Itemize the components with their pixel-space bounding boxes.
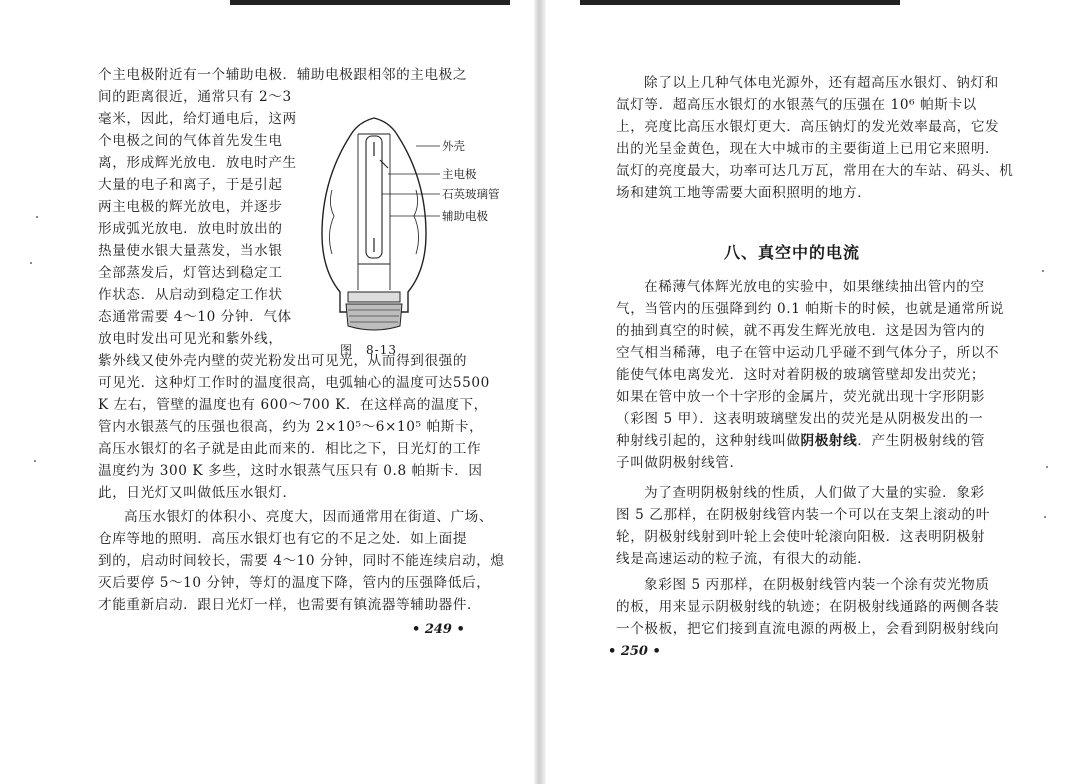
text-line: 大量的电子和离子，于是引起 [98, 177, 283, 193]
book-gutter [534, 0, 546, 784]
page-number: • 249 • [412, 622, 465, 637]
scan-speck [36, 216, 38, 218]
text-line: 才能重新启动．跟日光灯一样，也需要有镇流器等辅助器件． [98, 597, 482, 613]
scan-speck [30, 262, 32, 264]
text-line: 高压水银灯的名子就是由此而来的．相比之下，日光灯的工作 [98, 441, 482, 457]
text-line: 除了以上几种气体电光源外，还有超高压水银灯、钠灯和 [644, 75, 999, 91]
text-line: 离，形成辉光放电．放电时产生 [98, 155, 297, 171]
text-line: 仓库等地的照明．高压水银灯也有它的不足之处．如上面提 [98, 531, 468, 547]
text-line: 态通常需要 4～10 分钟．气体 [98, 309, 292, 325]
text-line: 温度约为 300 K 多些，这时水银蒸气压只有 0.8 帕斯卡．因 [98, 463, 483, 479]
text-line: 作状态．从启动到稳定工作状 [98, 287, 283, 303]
figure-caption: 图 8-13 [340, 343, 397, 357]
text-line: 个主电极附近有一个辅助电极．辅助电极跟相邻的主电极之 [98, 67, 468, 83]
text-line: 子叫做阴极射线管． [616, 455, 744, 471]
text-segment: 种射线引起的，这种射线叫做 [616, 433, 801, 449]
label-quartz-tube: 石英玻璃管 [442, 187, 500, 201]
text-line: （彩图 5 甲）．这表明玻璃壁发出的荧光是从阴极发出的一 [616, 411, 984, 427]
text-line: 灭后要停 5～10 分钟，等灯的温度下降，管内的压强降低后， [98, 575, 491, 591]
text-line: 间的距离很近，通常只有 2～3 [98, 89, 292, 105]
text-line: 线是高速运动的粒子流，有很大的动能． [616, 551, 872, 567]
text-line: 在稀薄气体辉光放电的实验中，如果继续抽出管内的空 [644, 279, 985, 295]
term-cathode-ray: 阴极射线 [800, 433, 858, 449]
text-line: 高压水银灯的体积小、亮度大，因而通常用在街道、广场、 [124, 509, 494, 525]
text-line: 氙灯的亮度最大，功率可达几万瓦，常用在大的车站、码头、机 [616, 163, 1014, 179]
text-line: 毫米，因此，给灯通电后，这两 [98, 111, 297, 127]
page-number: • 250 • [608, 644, 661, 659]
text-line: 可见光．这种灯工作时的温度很高，电弧轴心的温度可达5500 [98, 375, 490, 391]
text-line: 出的光呈金黄色，现在大中城市的主要街道上已用它来照明． [616, 141, 1000, 157]
page-249 [0, 0, 534, 784]
text-line: 此，日光灯又叫做低压水银灯． [98, 485, 297, 501]
text-segment: ．产生阴极射线的管 [857, 433, 986, 449]
scan-speck [1044, 516, 1046, 518]
text-line: 两主电极的辉光放电，并逐步 [98, 199, 283, 215]
text-line: 如果在管中放一个十字形的金属片，荧光就出现十字形阴影 [616, 389, 986, 405]
text-line: 空气相当稀薄，电子在管中运动几乎碰不到气体分子，所以不 [616, 345, 1000, 361]
scan-speck [1042, 270, 1044, 272]
label-auxiliary-electrode: 辅助电极 [442, 209, 488, 223]
text-line: 能使气体电离发光．这时对着阴极的玻璃管壁却发出荧光； [616, 367, 986, 383]
text-line: 的抽到真空的时候，就不再发生辉光放电．这是因为管内的 [616, 323, 986, 339]
text-line: 图 5 乙那样，在阴极射线管内装一个可以在支架上滚动的叶 [616, 507, 990, 523]
scan-speck [1046, 466, 1048, 468]
text-line: 氙灯等．超高压水银灯的水银蒸气的压强在 10⁶ 帕斯卡以 [616, 97, 977, 113]
label-outer-shell: 外壳 [442, 139, 465, 153]
text-line: 紫外线又使外壳内壁的荧光粉发出可见光，从而得到很强的 [98, 353, 468, 369]
text-line: 上，亮度比高压水银灯更大．高压钠灯的发光效率最高，它发 [616, 119, 1000, 135]
text-line: 场和建筑工地等需要大面积照明的地方． [616, 185, 872, 201]
text-line: 气，当管内的压强降到约 0.1 帕斯卡的时候，也就是通常所说 [616, 301, 1005, 317]
text-line: K 左右，管壁的温度也有 600～700 K．在这样高的温度下， [98, 397, 488, 413]
text-line: 形成弧光放电．放电时放出的 [98, 221, 283, 237]
section-title: 八、真空中的电流 [724, 243, 861, 262]
text-line: 热量使水银大量蒸发，当水银 [98, 243, 283, 259]
scan-speck [34, 460, 36, 462]
text-line [616, 430, 985, 452]
text-line: 个电极之间的气体首先发生电 [98, 133, 283, 149]
lamp-figure [296, 94, 500, 336]
text-line: 象彩图 5 丙那样，在阴极射线管内装一个涂有荧光物质 [644, 577, 990, 593]
text-line: 轮，阴极射线射到叶轮上会使叶轮滚向阳极．这表明阴极射 [616, 529, 986, 545]
label-main-electrode: 主电极 [442, 167, 477, 181]
text-line: 全部蒸发后，灯管达到稳定工 [98, 265, 283, 281]
text-line: 放电时发出可见光和紫外线， [98, 331, 283, 347]
text-line: 的板，用来显示阴极射线的轨迹；在阴极射线通路的两侧各装 [616, 599, 1000, 615]
page-250 [546, 0, 1080, 784]
text-line: 到的，启动时间较长，需要 4～10 分钟，同时不能连续启动，熄 [98, 553, 505, 569]
text-line: 一个极板，把它们接到直流电源的两极上，会看到阴极射线向 [616, 621, 1000, 637]
text-line: 管内水银蒸气的压强也很高，约为 2×10⁵～6×10⁵ 帕斯卡， [98, 419, 484, 435]
text-line: 为了查明阴极射线的性质，人们做了大量的实验．象彩 [644, 485, 985, 501]
